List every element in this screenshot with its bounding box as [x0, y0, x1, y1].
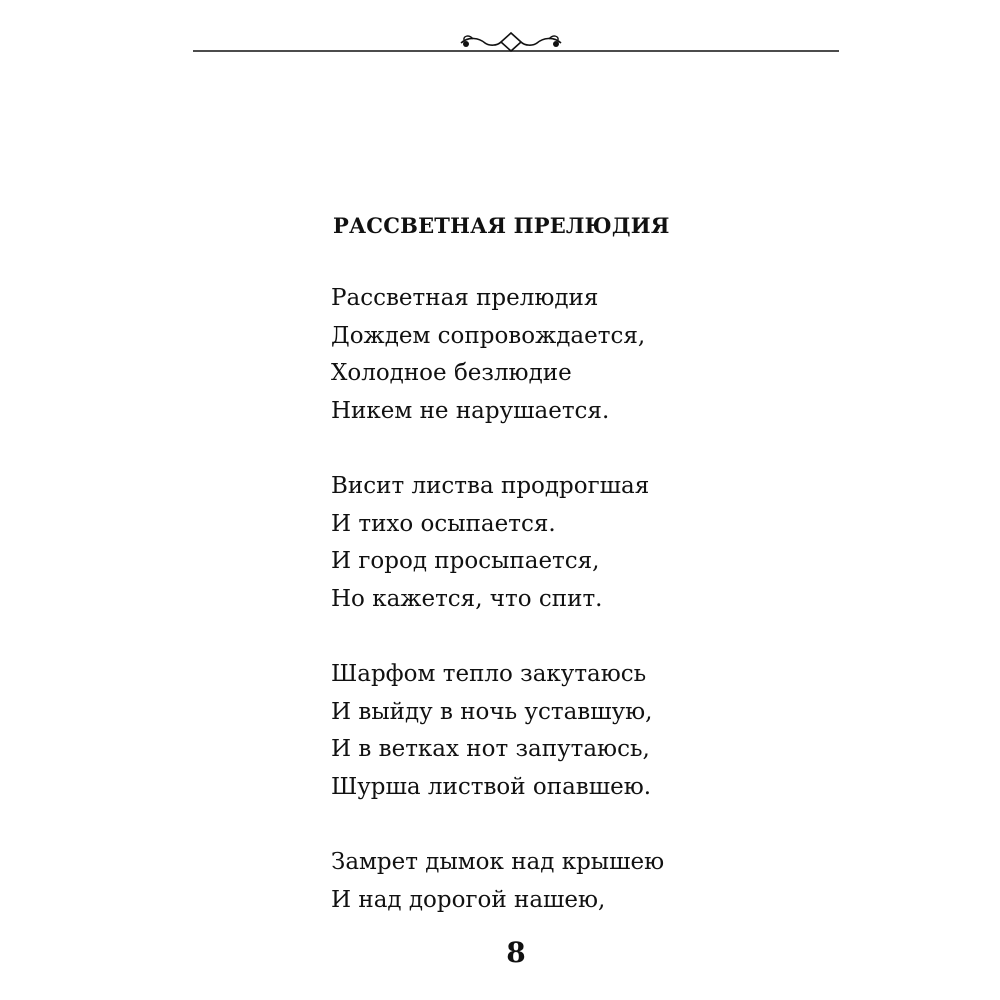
poem-line: Шурша листвой опавшею. [331, 773, 652, 800]
poem-body [331, 280, 851, 957]
poem-line: И город просыпается, [331, 548, 600, 574]
stanza [331, 844, 851, 919]
poem-line: Но кажется, что спит. [331, 585, 603, 612]
poem-line: И над дорогой нашею, [331, 886, 606, 913]
poem-line: И тихо осыпается. [331, 510, 556, 537]
stanza [331, 468, 851, 618]
poem-line: Холодное безлюдие [331, 360, 572, 386]
poem-line: Дождем сопровождается, [331, 322, 646, 349]
poem-line: Шарфом тепло закутаюсь [331, 661, 647, 687]
poem-line: И в ветках нот запутаюсь, [331, 736, 650, 762]
poem-line: Рассветная прелюдия [331, 285, 599, 311]
poem-line: Замрет дымок над крышею [331, 849, 665, 875]
poem-line: Висит листва продрогшая [331, 473, 650, 499]
poem-line: Никем не нарушается. [331, 397, 610, 424]
poem-line: И выйду в ночь уставшую, [331, 698, 653, 725]
poem-title: РАССВЕТНАЯ ПРЕЛЮДИЯ [333, 213, 670, 238]
header-ornament [193, 30, 839, 54]
flourish-divider-icon [193, 30, 839, 54]
page-number: 8 [506, 936, 526, 969]
stanza [331, 280, 851, 430]
stanza [331, 656, 851, 806]
